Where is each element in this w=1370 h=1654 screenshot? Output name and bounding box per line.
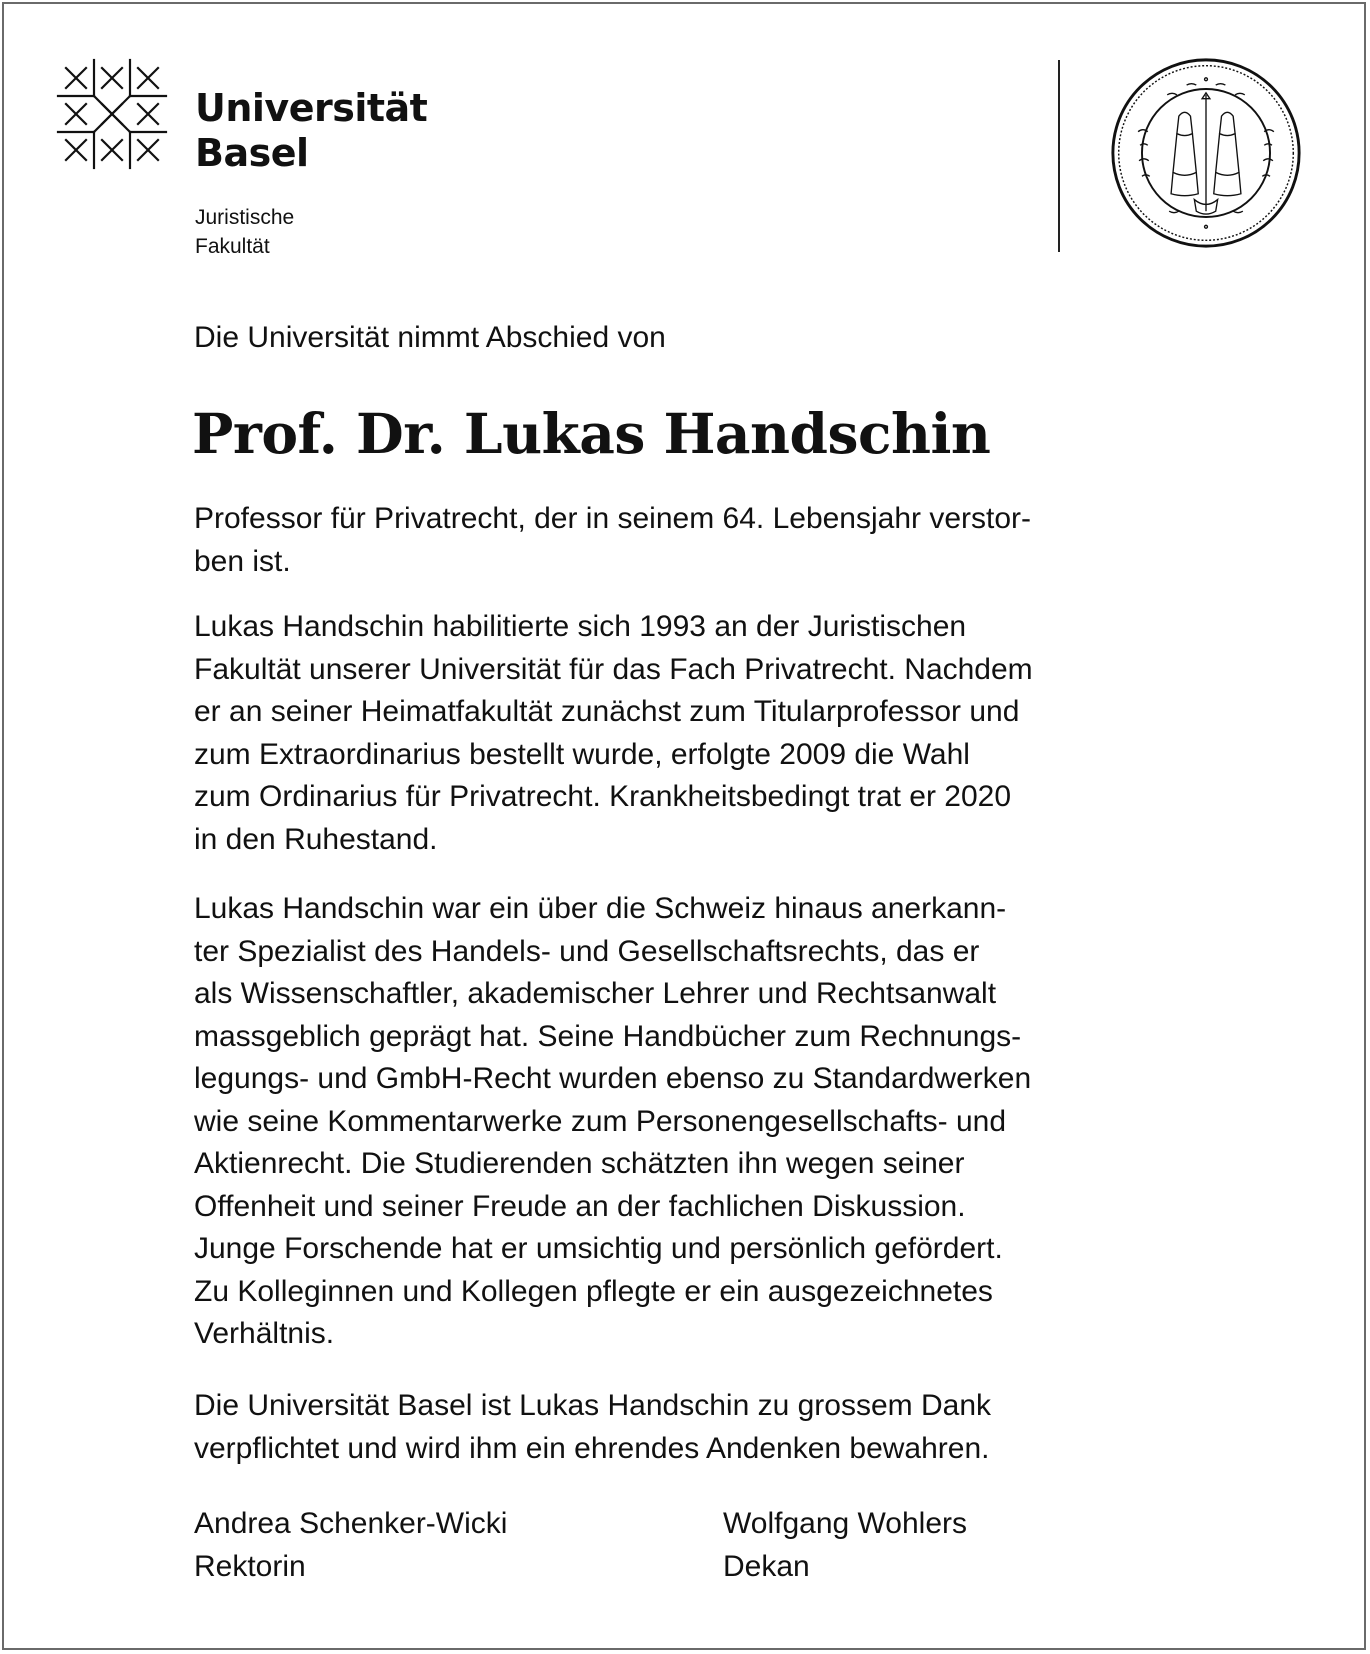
- text-line: Aktienrecht. Die Studierenden schätzten ihn wegen seiner: [194, 1147, 965, 1180]
- paragraph-2: [194, 606, 1244, 861]
- text-line: er an seiner Heimatfakultät zunächst zum Titularprofessor und: [194, 695, 1020, 728]
- paragraph-3: [194, 888, 1244, 1356]
- faculty-name: [195, 203, 294, 261]
- text-line: ben ist.: [194, 544, 291, 578]
- text-line: ter Spezialist des Handels- und Gesellschaftsrechts, das er: [194, 934, 980, 968]
- text-line: Die Universität Basel ist Lukas Handschin zu grossem Dank: [194, 1389, 992, 1422]
- intro-line: Die Universität nimmt Abschied von: [194, 321, 666, 354]
- text-line: Professor für Privatrecht, der in seinem 64. Lebensjahr verstor-: [194, 502, 1032, 535]
- text-line: Zu Kolleginnen und Kollegen pflegte er ein ausgezeichnetes: [194, 1274, 993, 1308]
- wordmark-line-1: Universität: [195, 86, 428, 130]
- signatory-title: Dekan: [723, 1549, 810, 1583]
- university-wordmark: [195, 86, 427, 176]
- signatory-name: Andrea Schenker-Wicki: [194, 1507, 508, 1540]
- faculty-line-2: Fakultät: [195, 235, 270, 258]
- signatory-title: Rektorin: [194, 1549, 306, 1583]
- text-line: verpflichtet und wird ihm ein ehrendes Andenken bewahren.: [194, 1431, 990, 1465]
- university-logo-icon: [56, 58, 168, 170]
- text-line: legungs- und GmbH-Recht wurden ebenso zu Standardwerken: [194, 1062, 1032, 1095]
- wordmark-line-2: Basel: [195, 131, 309, 175]
- text-line: Junge Forschende hat er umsichtig und persönlich gefördert.: [194, 1232, 1003, 1265]
- text-line: Fakultät unserer Universität für das Fach Privatrecht. Nachdem: [194, 652, 1033, 686]
- signatory-name: Wolfgang Wohlers: [723, 1507, 968, 1540]
- text-line: zum Ordinarius für Privatrecht. Krankheitsbedingt trat er 2020: [194, 780, 1012, 813]
- header-divider: [1058, 60, 1060, 252]
- text-line: Lukas Handschin habilitierte sich 1993 an der Juristischen: [194, 610, 967, 643]
- text-line: wie seine Kommentarwerke zum Personengesellschafts- und: [194, 1104, 1007, 1138]
- faculty-line-1: Juristische: [195, 206, 295, 229]
- text-line: in den Ruhestand.: [194, 822, 438, 856]
- signatory-rector: [194, 1503, 507, 1588]
- signatory-dean: [723, 1503, 967, 1588]
- paragraph-1: [194, 498, 1244, 583]
- paragraph-4: [194, 1385, 1244, 1470]
- text-line: Lukas Handschin war ein über die Schweiz hinaus anerkann-: [194, 892, 1007, 925]
- text-line: als Wissenschaftler, akademischer Lehrer und Rechtsanwalt: [194, 977, 997, 1010]
- text-line: Verhältnis.: [194, 1317, 335, 1350]
- deceased-name: Prof. Dr. Lukas Handschin: [192, 401, 991, 466]
- text-line: Offenheit und seiner Freude an der fachlichen Diskussion.: [194, 1189, 966, 1223]
- text-line: zum Extraordinarius bestellt wurde, erfolgte 2009 die Wahl: [194, 737, 970, 771]
- university-seal-icon: [1109, 56, 1303, 250]
- text-line: massgeblich geprägt hat. Seine Handbücher zum Rechnungs-: [194, 1019, 1022, 1053]
